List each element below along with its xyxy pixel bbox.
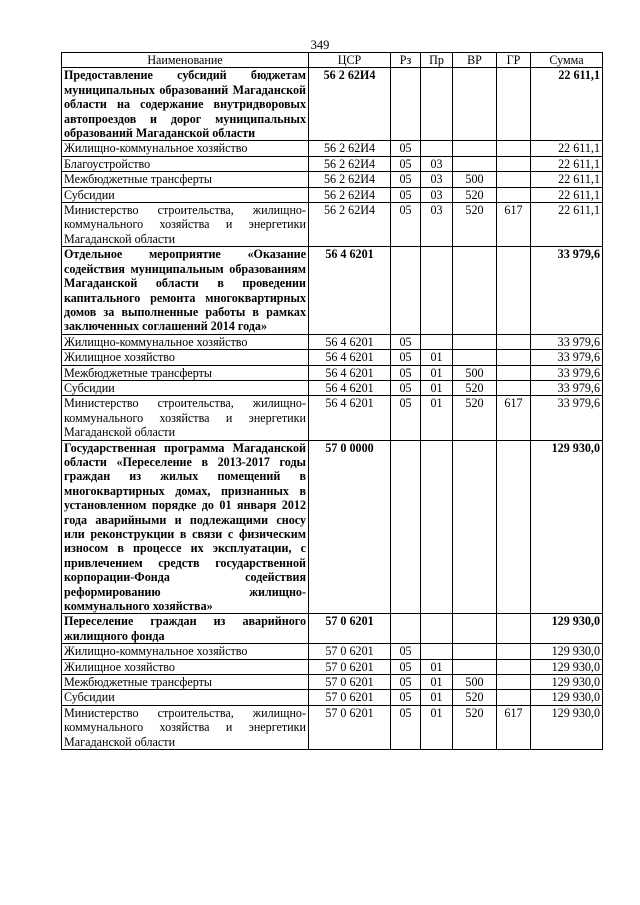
row-vr (453, 440, 497, 614)
row-rz: 05 (391, 334, 421, 349)
row-name: Жилищно-коммунальное хозяйство (62, 334, 309, 349)
row-name: Государственная программа Магаданской области «Переселение в 2013-2017 годы граждан из жилых помещений в многоквартирных домах, признанных в установленном порядке до 01 января 2012 года аварийными и подлежащими сносу или реконструкции в связи с физическим износом в процессе их эксплуатации, с привлечением средств государственной корпорации-Фонда содействия реформированию жилищно-коммунального хозяйства» (62, 440, 309, 614)
row-vr (453, 334, 497, 349)
row-rz: 05 (391, 156, 421, 171)
row-sum: 129 930,0 (531, 614, 603, 644)
row-pr: 01 (421, 380, 453, 395)
header-sum: Сумма (531, 53, 603, 68)
row-csr: 57 0 6201 (309, 659, 391, 674)
row-sum: 33 979,6 (531, 334, 603, 349)
row-sum: 33 979,6 (531, 247, 603, 334)
row-name: Министерство строительства, жилищно-коммунального хозяйства и энергетики Магаданской области (62, 396, 309, 440)
row-csr: 56 2 62И4 (309, 68, 391, 141)
row-name: Межбюджетные трансферты (62, 365, 309, 380)
table-row (62, 156, 603, 171)
table-row (62, 644, 603, 659)
row-csr: 56 4 6201 (309, 365, 391, 380)
row-vr: 500 (453, 172, 497, 187)
row-rz: 05 (391, 187, 421, 202)
row-pr (421, 644, 453, 659)
row-name: Предоставление субсидий бюджетам муниципальных образований Магаданской области на содержание внутридворовых автопроездов и дорог муниципальных образований Магаданской области (62, 68, 309, 141)
row-pr (421, 334, 453, 349)
row-vr (453, 141, 497, 156)
row-vr (453, 350, 497, 365)
row-vr (453, 644, 497, 659)
row-rz (391, 247, 421, 334)
table-row (62, 675, 603, 690)
row-name: Субсидии (62, 187, 309, 202)
row-rz: 05 (391, 396, 421, 440)
row-name: Отдельное мероприятие «Оказание содействия муниципальным образованиям Магаданской области в проведении капитального ремонта многоквартирных домов за выполненные работы в рамках заключенных соглашений 2014 года» (62, 247, 309, 334)
row-vr: 500 (453, 675, 497, 690)
row-rz: 05 (391, 675, 421, 690)
header-gr: ГР (497, 53, 531, 68)
row-vr (453, 614, 497, 644)
page-number: 349 (310, 38, 330, 52)
row-pr: 03 (421, 203, 453, 247)
row-sum: 22 611,1 (531, 203, 603, 247)
row-name: Министерство строительства, жилищно-коммунального хозяйства и энергетики Магаданской области (62, 705, 309, 749)
row-pr: 01 (421, 690, 453, 705)
row-sum: 129 930,0 (531, 659, 603, 674)
row-sum: 22 611,1 (531, 172, 603, 187)
row-csr: 56 2 62И4 (309, 187, 391, 202)
row-vr: 520 (453, 705, 497, 749)
row-gr: 617 (497, 203, 531, 247)
table-row (62, 705, 603, 749)
row-vr: 520 (453, 380, 497, 395)
row-pr: 01 (421, 659, 453, 674)
row-vr: 520 (453, 203, 497, 247)
table-row (62, 334, 603, 349)
row-csr: 57 0 6201 (309, 614, 391, 644)
budget-table (61, 52, 603, 750)
row-sum: 22 611,1 (531, 141, 603, 156)
row-rz: 05 (391, 141, 421, 156)
row-vr (453, 659, 497, 674)
table-row (62, 659, 603, 674)
row-gr: 617 (497, 396, 531, 440)
row-rz: 05 (391, 172, 421, 187)
row-name: Жилищно-коммунальное хозяйство (62, 141, 309, 156)
row-pr: 03 (421, 156, 453, 171)
row-csr: 57 0 6201 (309, 690, 391, 705)
row-name: Благоустройство (62, 156, 309, 171)
row-gr (497, 68, 531, 141)
row-csr: 56 2 62И4 (309, 156, 391, 171)
row-name: Субсидии (62, 380, 309, 395)
row-gr (497, 247, 531, 334)
table-row (62, 440, 603, 614)
row-pr (421, 614, 453, 644)
row-gr (497, 614, 531, 644)
row-sum: 33 979,6 (531, 396, 603, 440)
table-row (62, 247, 603, 334)
row-csr: 56 2 62И4 (309, 203, 391, 247)
row-pr (421, 247, 453, 334)
row-name: Жилищно-коммунальное хозяйство (62, 644, 309, 659)
header-name: Наименование (62, 53, 309, 68)
row-name: Переселение граждан из аварийного жилищного фонда (62, 614, 309, 644)
row-pr: 01 (421, 365, 453, 380)
table-row (62, 68, 603, 141)
table-row (62, 380, 603, 395)
row-gr (497, 690, 531, 705)
table-row (62, 365, 603, 380)
row-sum: 22 611,1 (531, 187, 603, 202)
table-row (62, 172, 603, 187)
row-pr: 03 (421, 187, 453, 202)
table-row (62, 187, 603, 202)
row-gr (497, 141, 531, 156)
row-pr (421, 440, 453, 614)
row-csr: 56 4 6201 (309, 396, 391, 440)
row-sum: 33 979,6 (531, 380, 603, 395)
row-rz: 05 (391, 690, 421, 705)
row-csr: 56 2 62И4 (309, 172, 391, 187)
row-name: Министерство строительства, жилищно-коммунального хозяйства и энергетики Магаданской области (62, 203, 309, 247)
table-row (62, 350, 603, 365)
row-pr: 01 (421, 396, 453, 440)
row-gr (497, 675, 531, 690)
header-rz: Рз (391, 53, 421, 68)
table-row (62, 614, 603, 644)
row-rz (391, 614, 421, 644)
row-csr: 56 4 6201 (309, 380, 391, 395)
row-rz: 05 (391, 705, 421, 749)
row-sum: 33 979,6 (531, 350, 603, 365)
row-rz (391, 68, 421, 141)
row-rz (391, 440, 421, 614)
row-vr: 500 (453, 365, 497, 380)
row-sum: 22 611,1 (531, 156, 603, 171)
row-pr: 01 (421, 705, 453, 749)
row-csr: 57 0 6201 (309, 675, 391, 690)
row-vr (453, 68, 497, 141)
table-row (62, 396, 603, 440)
row-sum: 22 611,1 (531, 68, 603, 141)
row-gr (497, 350, 531, 365)
row-csr: 57 0 0000 (309, 440, 391, 614)
row-gr: 617 (497, 705, 531, 749)
row-vr (453, 156, 497, 171)
table-row (62, 203, 603, 247)
row-pr: 01 (421, 350, 453, 365)
row-pr: 03 (421, 172, 453, 187)
table-row (62, 141, 603, 156)
row-rz: 05 (391, 203, 421, 247)
row-gr (497, 380, 531, 395)
row-csr: 57 0 6201 (309, 644, 391, 659)
row-rz: 05 (391, 644, 421, 659)
row-gr (497, 644, 531, 659)
row-gr (497, 334, 531, 349)
row-sum: 129 930,0 (531, 440, 603, 614)
row-csr: 57 0 6201 (309, 705, 391, 749)
row-sum: 129 930,0 (531, 705, 603, 749)
row-sum: 129 930,0 (531, 675, 603, 690)
row-sum: 129 930,0 (531, 644, 603, 659)
row-csr: 56 4 6201 (309, 247, 391, 334)
row-rz: 05 (391, 365, 421, 380)
row-name: Межбюджетные трансферты (62, 675, 309, 690)
row-sum: 33 979,6 (531, 365, 603, 380)
row-rz: 05 (391, 659, 421, 674)
row-pr: 01 (421, 675, 453, 690)
row-rz: 05 (391, 380, 421, 395)
row-gr (497, 440, 531, 614)
header-pr: Пр (421, 53, 453, 68)
row-name: Субсидии (62, 690, 309, 705)
row-name: Межбюджетные трансферты (62, 172, 309, 187)
row-vr: 520 (453, 396, 497, 440)
row-csr: 56 4 6201 (309, 350, 391, 365)
table-row (62, 690, 603, 705)
row-sum: 129 930,0 (531, 690, 603, 705)
row-vr: 520 (453, 187, 497, 202)
header-csr: ЦСР (309, 53, 391, 68)
table-body (62, 68, 603, 750)
row-csr: 56 4 6201 (309, 334, 391, 349)
row-csr: 56 2 62И4 (309, 141, 391, 156)
row-name: Жилищное хозяйство (62, 659, 309, 674)
row-pr (421, 141, 453, 156)
row-name: Жилищное хозяйство (62, 350, 309, 365)
row-vr (453, 247, 497, 334)
row-gr (497, 659, 531, 674)
row-gr (497, 156, 531, 171)
header-vr: ВР (453, 53, 497, 68)
table-header (62, 53, 603, 68)
row-gr (497, 187, 531, 202)
row-gr (497, 365, 531, 380)
row-gr (497, 172, 531, 187)
row-pr (421, 68, 453, 141)
row-rz: 05 (391, 350, 421, 365)
row-vr: 520 (453, 690, 497, 705)
